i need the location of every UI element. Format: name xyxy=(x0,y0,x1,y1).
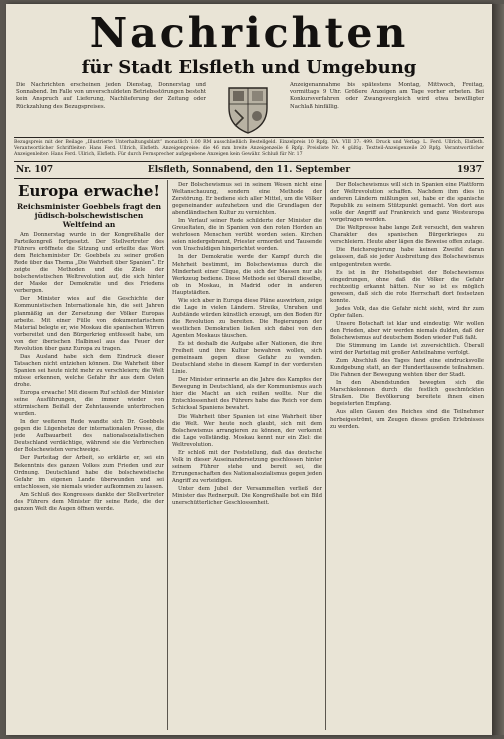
divider xyxy=(14,161,484,162)
paragraph: Jedes Volk, das die Gefahr nicht sieht, wird ihr zum Opfer fallen. xyxy=(330,305,484,319)
article-column-1 xyxy=(14,182,164,730)
article-column-2 xyxy=(172,182,322,730)
paragraph: In der Demokratie werde der Kampf durch die Mehrheit bestimmt, im Bolschewismus durch die Minderheit einer Clique, die sich der Massen nur als Werkzeug bediene. Diese Methode sei überall dieselbe, ob in Moskau, in Madrid oder in anderen Hauptstädten. xyxy=(172,254,322,296)
paragraph: Der Bolschewismus will sich in Spanien eine Plattform der Weltrevolution schaffen. Nachdem ihm dies in anderen Ländern mißlungen sei, habe er die spanische Republik zu seinem Stützpunkt gemacht. Von dort aus solle der Angriff auf Frankreich und ganz Westeuropa vorgetragen werden. xyxy=(330,182,484,224)
paragraph: In der weiteren Rede wandte sich Dr. Goebbels gegen die Lügenhetze der internationalen Presse, die jede Aufbauarbeit des nationalsozialistischen Deutschland verdächtige, während sie die Verbrechen der Bolschewisten verschweige. xyxy=(14,419,164,454)
paragraph: Der Minister erinnerte an die Jahre des Kampfes der Bewegung in Deutschland, als der Kommunismus auch hier die Macht an sich reißen wollte. Nur die Entschlossenheit des Führers habe das Reich vor dem Schicksal Spaniens bewahrt. xyxy=(172,377,322,412)
column-divider xyxy=(167,180,168,730)
paragraph: Es ist deshalb die Aufgabe aller Nationen, die ihre Freiheit und ihre Kultur bewahren wollen, sich gemeinsam gegen diese Gefahr zu wenden. Deutschland stehe in diesem Kampf in der vordersten Linie. xyxy=(172,341,322,376)
paragraph: Die Wahrheit über Spanien ist eine Wahrheit über die Welt. Wer heute noch glaubt, sich mit dem Bolschewismus arrangieren zu können, der verkennt die Lage vollständig. Moskau kennt nur ein Ziel: die Weltrevolution. xyxy=(172,413,322,448)
paragraph: Im Verlauf seiner Rede schilderte der Minister die Greueltaten, die in Spanien von den roten Horden an wehrlosen Menschen verübt worden seien. Kirchen seien niedergebrannt, Priester ermordet und Tausende von Unschuldigen hingerichtet worden. xyxy=(172,218,322,253)
article-column-3 xyxy=(330,182,484,730)
coat-of-arms-icon xyxy=(221,82,275,136)
page-edge-shadow xyxy=(492,4,504,735)
paragraph: Er schloß mit der Feststellung, daß das deutsche Volk in dieser Auseinandersetzung geschlossen hinter seinem Führer stehe und bereit sei, die Errungenschaften des Nationalsozialismus gegen jeden Angriff zu verteidigen. xyxy=(172,449,322,484)
paragraph: Am Donnerstag wurde in der Kongreßhalle der Parteikongreß fortgesetzt. Der Stellvertreter des Führers eröffnete die Sitzung und erteilte das Wort dem Reichsminister Dr. Goebbels zu seiner großen Rede über das Thema „Die Wahrheit über Spanien“. Er zeigte die Methoden und die Ziele der bolschewistischen Weltrevolution auf, die sich hinter der Maske der Demokratie und des Friedens verbergen. xyxy=(14,232,164,295)
issue-year: 1937 xyxy=(456,165,482,175)
paragraph: Wie sich aber in Europa diese Pläne auswirken, zeige die Lage in vielen Ländern. Streiks, Unruhen und Aufstände würden künstlich erzeugt, um den Boden für die Revolution zu bereiten. Die Regierungen der westlichen Demokratien ließen sich dabei von den Agenten Moskaus täuschen. xyxy=(172,297,322,339)
issue-date: Elsfleth, Sonnabend, den 11. September xyxy=(147,165,351,175)
divider xyxy=(14,178,484,179)
paragraph: Europa erwache! Mit diesem Ruf schloß der Minister seine Ausführungen, die immer wieder von stürmischem Beifall der Zehntausende unterbrochen wurden. xyxy=(14,390,164,418)
paragraph: Die Weltpresse habe lange Zeit versucht, den wahren Charakter des spanischen Bürgerkrieges zu verschleiern. Heute aber lägen die Beweise offen zutage. xyxy=(330,225,484,246)
paragraph: Der Minister wies auf die Geschichte der Kommunistischen Internationale hin, die seit Jahren planmäßig an der Zersetzung der Völker Europas arbeite. Mit einer Fülle von dokumentarischem Material belegte er, wie Moskau die spanischen Wirren vorbereitet und den Bürgerkrieg entfesselt habe, um von der iberischen Halbinsel aus das Feuer der Revolution über ganz Europa zu tragen. xyxy=(14,296,164,352)
paragraph: Die Stimmung im Lande ist zuversichtlich. Überall wird der Parteitag mit großer Anteilnahme verfolgt. xyxy=(330,343,484,357)
paragraph: In den Abendstunden bewegten sich die Marschkolonnen durch die festlich geschmückten Straßen. Die Bevölkerung bereitete ihnen einen begeisterten Empfang. xyxy=(330,380,484,408)
divider xyxy=(14,137,484,138)
paragraph: Aus allen Gauen des Reiches sind die Teilnehmer herbeigeströmt, um Zeugen dieses großen Erlebnisses zu werden. xyxy=(330,409,484,430)
paragraph: Am Schluß des Kongresses dankte der Stellvertreter des Führers dem Minister für seine Rede, die der ganzen Welt die Augen öffnen werde. xyxy=(14,491,164,512)
imprint-strip: Bezugspreis mit der Beilage „Illustrierte Unterhaltungsblatt“ monatlich 1.00 RM ausschließlich Bestellgeld. Einzelpreis 10 Rpfg. DA. VIII 37: 499. Druck und Verlag: L. Ferd. Ullrich, Elsfleth. Verantwortlicher Schriftleiter: Hans Ferd. Ullrich, Elsfleth. Anzeigenpreise: die 46 mm breite Anzeigenzeile 6 Rpfg. Preisliste Nr. 4 gültig. Textteil-Anzeigenzeile 20 Rpfg. Verantwortlicher Anzeigenleiter: Hans Ferd. Ullrich, Elsfleth. Für durch Fernsprecher aufgegebene Anzeigen kein Gewähr. Schluß für Nr. 17 xyxy=(14,140,484,158)
paragraph: Es ist in ihr Hoheitsgebiet der Bolschewismus eingedrungen, ohne daß die Völker die Gefahr rechtzeitig erkannt hätten. Nur so ist es möglich gewesen, daß sich die rote Herrschaft dort festsetzen konnte. xyxy=(330,269,484,304)
paragraph: Der Parteitag der Arbeit, so erklärte er, sei ein Bekenntnis des ganzen Volkes zum Frieden und zur Ordnung. Deutschland habe die bolschewistische Gefahr im eigenen Lande überwunden und sei entschlossen, sie niemals wieder aufkommen zu lassen. xyxy=(14,455,164,490)
article-headline: Europa erwache! xyxy=(18,182,160,200)
paragraph: Unter dem Jubel der Versammelten verließ der Minister das Rednerpult. Die Kongreßhalle bot ein Bild unerschütterlicher Geschlossenheit. xyxy=(172,485,322,507)
paragraph: Das Ausland habe sich dem Eindruck dieser Tatsachen nicht entziehen können. Die Wahrheit über Spanien sei heute nicht mehr zu verschleiern; die Welt müsse erkennen, welche Gefahr ihr aus dem Osten drohe. xyxy=(14,353,164,388)
paragraph: Der Bolschewismus sei in seinem Wesen nicht eine Weltanschauung, sondern eine Methode der Zerstörung. Er bediene sich aller Mittel, um die Völker gegeneinander aufzuhetzen und die Grundlagen der abendländischen Kultur zu vernichten. xyxy=(172,182,322,217)
column-divider xyxy=(325,180,326,730)
paragraph: Die Reichsregierung habe keinen Zweifel daran gelassen, daß sie jeder Ausbreitung des Bolschewismus entgegentreten werde. xyxy=(330,247,484,268)
issue-number: Nr. 107 xyxy=(16,165,54,175)
publication-info-left: Die Nachrichten erscheinen jeden Dienstag, Donnerstag und Sonnabend. Im Falle von unverschuldeten Betriebsstörungen besteht kein Anspruch auf Lieferung, Nachlieferung der Zeitung oder Rückzahlung des Bezugspreises. xyxy=(16,82,206,110)
dateline xyxy=(14,163,484,177)
publication-info-right: Anzeigenannahme bis spätestens Montag, Mittwoch, Freitag, vormittags 9 Uhr. Größere Anzeigen am Tage vorher erbeten. Bei Konkursverfahren oder Zwangsvergleich wird etwa bewilligter Nachlaß hinfällig. xyxy=(290,82,484,110)
paragraph: Unsere Botschaft ist klar und eindeutig: Wir wollen den Frieden, aber wir werden niemals dulden, daß der Bolschewismus auf deutschem Boden wieder Fuß faßt. xyxy=(330,320,484,341)
newspaper-page xyxy=(6,4,492,735)
article-deck: Reichsminister Goebbels fragt den jüdisch-bolschewistischen Weltfeind an xyxy=(16,202,162,229)
paragraph: Zum Abschluß des Tages fand eine eindrucksvolle Kundgebung statt, an der Hunderttausende teilnahmen. Die Fahnen der Bewegung wehten über der Stadt. xyxy=(330,358,484,379)
masthead-title: Nachrichten xyxy=(89,9,409,57)
masthead-subtitle: für Stadt Elsfleth und Umgebung xyxy=(81,57,417,78)
